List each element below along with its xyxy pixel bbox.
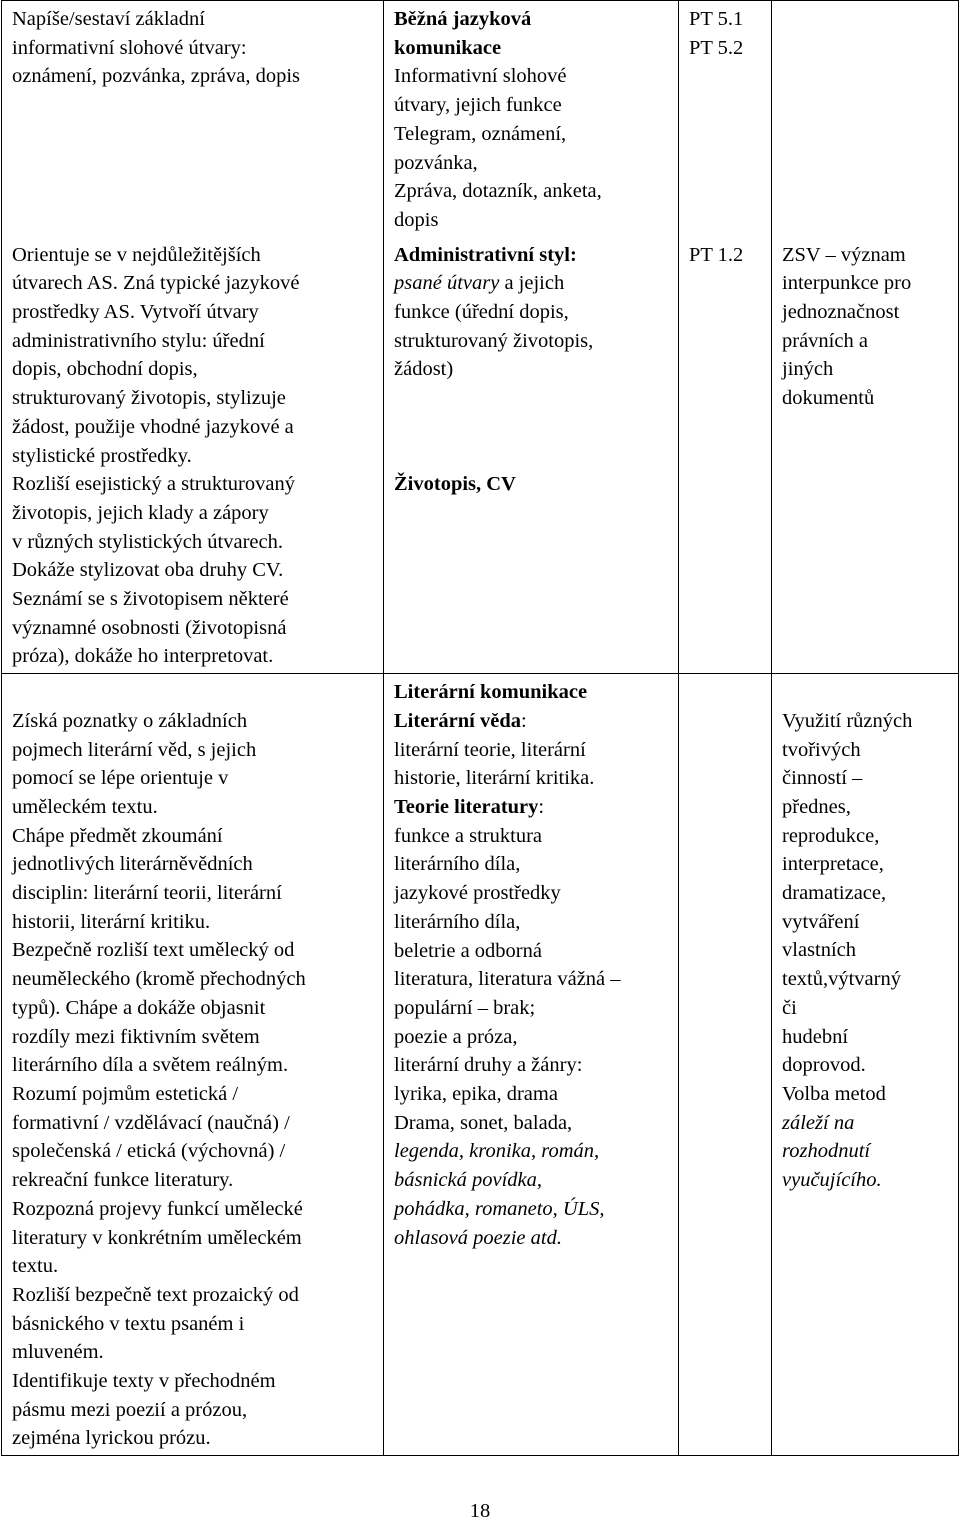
- section-title: Životopis, CV: [394, 473, 516, 496]
- text-line: mluveném.: [12, 1341, 104, 1364]
- text-line: žádost, použije vhodné jazykové a: [12, 415, 294, 438]
- text-line: Orientuje se v nejdůležitějších: [12, 243, 261, 266]
- text-line: poezie a próza,: [394, 1025, 518, 1048]
- text-line: literárního díla a světem reálným.: [12, 1054, 289, 1077]
- text-line: administrativního stylu: úřední: [12, 329, 265, 352]
- notes-cell: [772, 674, 959, 1456]
- text-line: jazykové prostředky: [394, 882, 561, 905]
- text-line: pojmech literární věd, s jejich: [12, 738, 257, 761]
- table-row: [2, 237, 959, 674]
- outcomes-cell: [2, 237, 384, 674]
- text-line: Napíše/sestaví základní: [12, 8, 205, 30]
- theme-code: PT 1.2: [689, 243, 744, 266]
- spacer: [394, 442, 672, 471]
- text-line: textů,výtvarný: [782, 968, 901, 991]
- text-line: Dokáže stylizovat oba druhy CV.: [12, 559, 284, 582]
- text-line: [394, 793, 672, 822]
- text-line: životopis, jejich klady a zápory: [12, 501, 269, 524]
- italic-line: ohlasová poezie atd.: [394, 1226, 562, 1249]
- text-line: Telegram, oznámení,: [394, 122, 567, 145]
- text-line: rozdíly mezi fiktivním světem: [12, 1025, 260, 1048]
- spacer: [12, 678, 377, 707]
- text-fragment: :: [538, 795, 545, 818]
- theme-code: PT 5.1: [689, 8, 744, 30]
- text-line: strukturovaný životopis, stylizuje: [12, 387, 286, 410]
- text-line: Zpráva, dotazník, anketa,: [394, 180, 602, 203]
- text-line: funkce a struktura: [394, 824, 542, 847]
- content-cell: [384, 237, 679, 674]
- text-line: oznámení, pozvánka, zpráva, dopis: [12, 65, 301, 88]
- text-line: dopis, obchodní dopis,: [12, 358, 198, 381]
- text-line: literárního díla,: [394, 853, 521, 876]
- text-line: literatura, literatura vážná –: [394, 968, 621, 991]
- text-line: Seznámí se s životopisem některé: [12, 588, 289, 611]
- text-line: uměleckém textu.: [12, 795, 158, 818]
- section-title: Literární komunikace: [394, 681, 588, 704]
- text-line: [394, 269, 672, 298]
- outcomes-cell: [2, 1, 384, 237]
- text-line: Rozliší bezpečně text prozaický od: [12, 1283, 299, 1306]
- text-line: historii, literární kritiku.: [12, 910, 211, 933]
- spacer: [394, 413, 672, 442]
- theme-code: PT 5.2: [689, 36, 744, 59]
- text-line: Bezpečně rozliší text umělecký od: [12, 939, 295, 962]
- text-line: stylistické prostředky.: [12, 444, 192, 467]
- text-line: pomocí se lépe orientuje v: [12, 767, 229, 790]
- text-line: Rozpozná projevy funkcí umělecké: [12, 1197, 303, 1220]
- text-line: Chápe předmět zkoumání: [12, 824, 223, 847]
- text-line: žádost): [394, 358, 454, 381]
- text-line: pásmu mezi poezií a prózou,: [12, 1398, 248, 1421]
- themes-cell: [679, 237, 772, 674]
- text-line: informativní slohové útvary:: [12, 36, 247, 59]
- text-line: funkce (úřední dopis,: [394, 301, 569, 324]
- curriculum-table: [1, 0, 959, 1456]
- text-line: činností –: [782, 767, 863, 790]
- text-line: významné osobnosti (životopisná: [12, 616, 287, 639]
- text-line: historie, literární kritika.: [394, 767, 595, 790]
- table-row: [2, 674, 959, 1456]
- subsection-title: Teorie literatury: [394, 795, 539, 818]
- text-line: próza), dokáže ho interpretovat.: [12, 645, 274, 668]
- text-line: beletrie a odborná: [394, 939, 542, 962]
- text-line: jednotlivých literárněvědních: [12, 853, 253, 876]
- italic-line: rozhodnutí: [782, 1140, 871, 1163]
- text-line: tvořivých: [782, 738, 861, 761]
- section-title: Běžná jazyková: [394, 8, 532, 30]
- text-line: hudební: [782, 1025, 849, 1048]
- text-line: literárního díla,: [394, 910, 521, 933]
- table-row: [2, 1, 959, 237]
- text-line: dramatizace,: [782, 882, 887, 905]
- text-line: právních a: [782, 329, 868, 352]
- text-fragment: :: [520, 709, 527, 732]
- text-line: jednoznačnost: [782, 301, 900, 324]
- text-line: doprovod.: [782, 1054, 866, 1077]
- text-line: rekreační funkce literatury.: [12, 1169, 234, 1192]
- text-line: lyrika, epika, drama: [394, 1083, 558, 1106]
- text-fragment: a jejich: [499, 272, 565, 295]
- text-line: [394, 707, 672, 736]
- italic-term: psané útvary: [394, 272, 500, 295]
- notes-cell: [772, 1, 959, 237]
- text-line: neuměleckého (kromě přechodných: [12, 968, 306, 991]
- text-line: Využití různých: [782, 709, 913, 732]
- text-line: textu.: [12, 1255, 59, 1278]
- text-line: formativní / vzdělávací (naučná) /: [12, 1111, 290, 1134]
- spacer: [782, 678, 952, 707]
- text-line: útvarech AS. Zná typické jazykové: [12, 272, 300, 295]
- notes-cell: [772, 237, 959, 674]
- spacer: [394, 384, 672, 413]
- section-title: komunikace: [394, 36, 502, 59]
- text-line: literatury v konkrétním uměleckém: [12, 1226, 302, 1249]
- text-line: či: [782, 996, 797, 1019]
- italic-line: básnická povídka,: [394, 1169, 543, 1192]
- text-line: Drama, sonet, balada,: [394, 1111, 573, 1134]
- text-line: zejména lyrickou prózu.: [12, 1427, 211, 1450]
- text-line: literární teorie, literární: [394, 738, 586, 761]
- text-line: útvary, jejich funkce: [394, 94, 562, 117]
- text-line: literární druhy a žánry:: [394, 1054, 583, 1077]
- text-line: ZSV – význam: [782, 243, 906, 266]
- text-line: interpunkce pro: [782, 272, 912, 295]
- text-line: Informativní slohové: [394, 65, 567, 88]
- text-line: společenská / etická (výchovná) /: [12, 1140, 286, 1163]
- text-line: Volba metod: [782, 1083, 886, 1105]
- text-line: populární – brak;: [394, 996, 536, 1019]
- text-line: typů). Chápe a dokáže objasnit: [12, 996, 266, 1019]
- text-line: disciplin: literární teorii, literární: [12, 882, 282, 905]
- content-cell: [384, 1, 679, 237]
- page-number: 18: [469, 1500, 491, 1522]
- text-line: jiných: [782, 358, 834, 381]
- text-line: vlastních: [782, 939, 857, 962]
- text-line: prostředky AS. Vytvoří útvary: [12, 301, 259, 324]
- italic-line: pohádka, romaneto, ÚLS,: [394, 1197, 605, 1220]
- themes-cell: [679, 674, 772, 1456]
- themes-cell: [679, 1, 772, 237]
- text-line: v různých stylistických útvarech.: [12, 530, 283, 553]
- text-line: vytváření: [782, 910, 860, 933]
- text-line: interpretace,: [782, 853, 884, 876]
- text-line: dokumentů: [782, 387, 875, 410]
- text-line: strukturovaný životopis,: [394, 329, 594, 352]
- text-line: pozvánka,: [394, 151, 478, 174]
- italic-line: vyučujícího.: [782, 1169, 882, 1192]
- text-line: Získá poznatky o základních: [12, 709, 248, 732]
- text-line: reprodukce,: [782, 824, 880, 847]
- text-line: Rozumí pojmům estetická /: [12, 1083, 239, 1105]
- outcomes-cell: [2, 674, 384, 1456]
- text-line: Identifikuje texty v přechodném: [12, 1370, 276, 1393]
- italic-line: záleží na: [782, 1111, 855, 1134]
- text-line: dopis: [394, 208, 439, 231]
- text-line: přednes,: [782, 795, 851, 818]
- content-cell: [384, 674, 679, 1456]
- subsection-title: Literární věda: [394, 709, 521, 732]
- text-line: básnického v textu psaném i: [12, 1312, 245, 1335]
- text-line: Rozliší esejistický a strukturovaný: [12, 473, 295, 496]
- section-title: Administrativní styl:: [394, 243, 577, 266]
- italic-line: legenda, kronika, román,: [394, 1140, 600, 1163]
